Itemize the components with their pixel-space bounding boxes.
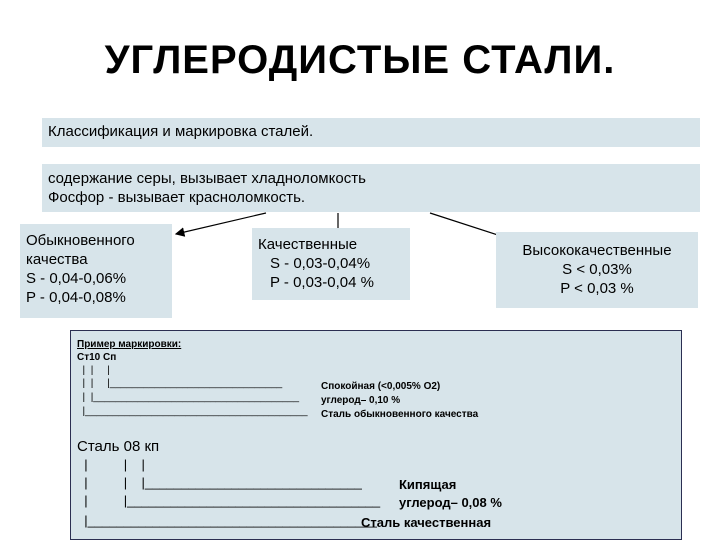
ordinary-quality-box bbox=[20, 224, 172, 318]
quality-sulfur: S - 0,03-0,04% bbox=[270, 255, 371, 272]
page-title: УГЛЕРОДИСТЫЕ СТАЛИ. bbox=[104, 38, 616, 82]
example-heading: Пример маркировки: bbox=[77, 339, 182, 350]
classification-text: Классификация и маркировка сталей. bbox=[48, 123, 314, 140]
example1-row4: |________________________________________ bbox=[77, 406, 308, 417]
example2-row3: | |___________________________________ bbox=[77, 493, 381, 508]
quality-title: Качественные bbox=[258, 236, 358, 253]
high-quality-sulfur: S < 0,03% bbox=[562, 261, 632, 278]
example1-row2: | | |_______________________________ bbox=[77, 378, 283, 389]
example2-row1: | | | bbox=[77, 457, 145, 472]
example2-label3: Сталь качественная bbox=[361, 515, 492, 530]
high-quality-phosphorus: P < 0,03 % bbox=[560, 280, 634, 297]
example2-label2: углерод– 0,08 % bbox=[399, 495, 502, 510]
example1-row1: | | | bbox=[77, 365, 110, 376]
example2-row2: | | |______________________________ bbox=[77, 475, 362, 490]
example1-row3: | |_____________________________________ bbox=[77, 392, 300, 403]
ordinary-quality-title-1: Обыкновенного bbox=[26, 232, 135, 249]
example1-label3: Сталь обыкновенного качества bbox=[321, 409, 479, 420]
ordinary-phosphorus: P - 0,04-0,08% bbox=[26, 289, 126, 306]
example2-label1: Кипящая bbox=[399, 477, 457, 492]
example1-label1: Спокойная (<0,005% O2) bbox=[321, 381, 441, 392]
quality-phosphorus: P - 0,03-0,04 % bbox=[270, 274, 374, 291]
example1-grade: Ст10 Сп bbox=[77, 352, 117, 363]
high-quality-box bbox=[496, 232, 698, 308]
ordinary-sulfur: S - 0,04-0,06% bbox=[26, 270, 127, 287]
example2-row4: |________________________________________ bbox=[77, 513, 377, 528]
ordinary-quality-title-2: качества bbox=[26, 251, 88, 268]
marking-example-box bbox=[70, 330, 682, 540]
example2-grade: Сталь 08 кп bbox=[77, 438, 160, 455]
example1-label2: углерод– 0,10 % bbox=[321, 395, 401, 406]
phosphorus-line: Фосфор - вызывает красноломкость. bbox=[48, 189, 306, 206]
quality-box bbox=[252, 228, 410, 300]
sulfur-line: содержание серы, вызывает хладноломкость bbox=[48, 170, 366, 187]
high-quality-title: Высококачественные bbox=[522, 242, 672, 259]
